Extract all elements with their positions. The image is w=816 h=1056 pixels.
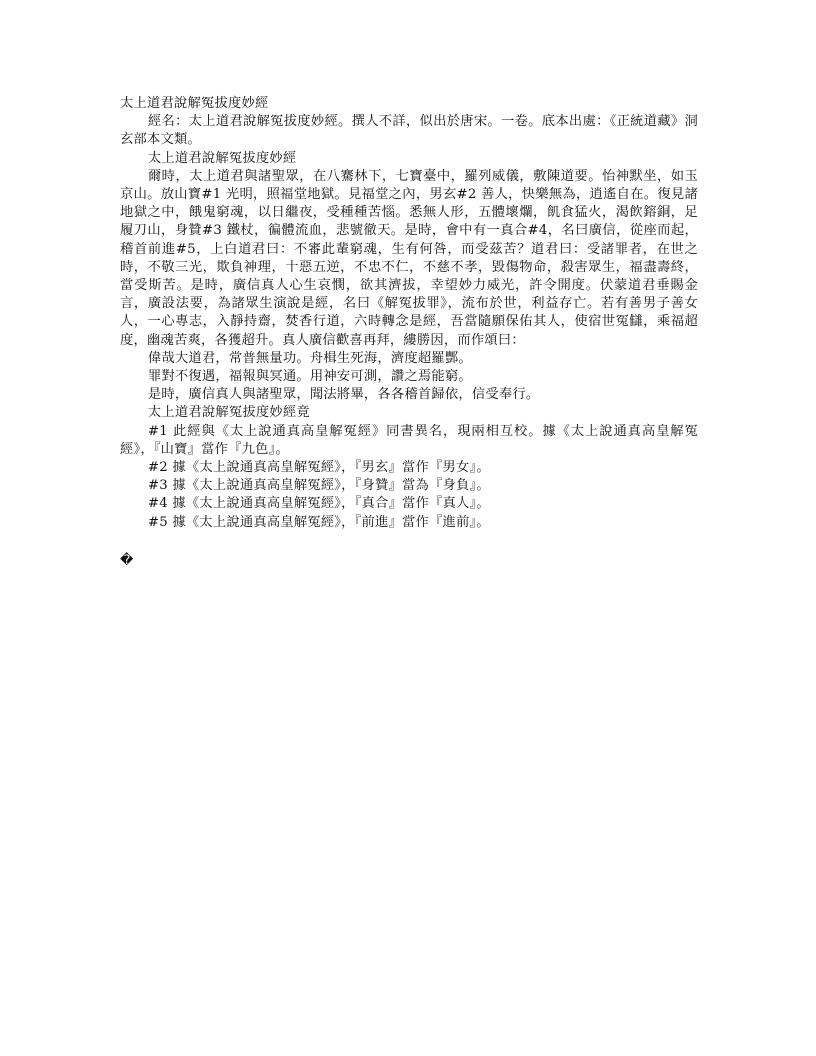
- footnote-5: #5 據《太上說通真高皇解冤經》，『前進』當作『進前』。: [147, 514, 490, 530]
- footnote-3: #3 據《太上說通真高皇解冤經》，『身贊』當為『身負』。: [147, 478, 490, 494]
- inner-title: 太上道君說解冤拔度妙經: [147, 150, 297, 166]
- verse-line: 罪對不復遇，福報與冥通。用神安可測，讚之焉能窮。: [147, 369, 472, 385]
- end-title: 太上道君說解冤拔度妙經竟: [147, 405, 310, 421]
- document-page: [120, 95, 698, 570]
- document-title: 太上道君說解冤拔度妙經: [120, 96, 269, 111]
- footnote-1: #1 此經與《太上說通真高皇解冤經》同書異名，現兩相互校。據《太上說通真高皇解冤經》，『山寶』當作『九色』。: [120, 423, 698, 457]
- metadata-paragraph: 經名：太上道君說解冤拔度妙經。撰人不詳，似出於唐宋。一卷。底本出處：《正統道藏》洞玄部本文類。: [120, 114, 698, 148]
- verse-line: 偉哉大道君，常普無量功。舟楫生死海，濟度超羅酆。: [147, 350, 472, 366]
- footnote-2: #2 據《太上說通真高皇解冤經》，『男玄』當作『男女』。: [147, 460, 490, 476]
- replacement-char-icon: �: [120, 552, 134, 568]
- spacer: [120, 532, 698, 550]
- footnote-4: #4 據《太上說通真高皇解冤經》，『真合』當作『真人』。: [147, 496, 490, 512]
- closing-paragraph: 是時，廣信真人與諸聖眾，聞法將畢，各各稽首歸依，信受奉行。: [147, 387, 540, 403]
- body-paragraph: 爾時，太上道君與諸聖眾，在八騫林下，七寶臺中，羅列威儀，敷陳道要。怡神默坐，如玉京山。放山寶#1 光明，照福堂地獄。見福堂之內，男玄#2 善人，快樂無為，逍遙自在。復見諸地獄之中，餓鬼窮魂，以日繼夜，受種種苦惱。悉無人形，五體壞爛，飢食猛火，渴飲鎔銅，足履刀山，身贊#3 鐵杖，徧體流血，悲號徹天。是時，會中有一真合#4，名曰廣信，從座而起，稽首前進#5，上白道君曰：不審此輩窮魂，生有何咎，而受茲苦？道君曰：受諸罪者，在世之時，不敬三光，欺負神理，十惡五逆，不忠不仁，不慈不孝，毀傷物命，殺害眾生，福盡壽終，當受斯苦。是時，廣信真人心生哀憫，欲其濟拔，幸望妙力威光，許令開度。伏蒙道君垂賜金言，廣設法要，為諸眾生演說是經，名曰《解冤拔罪》，流布於世，利益存亡。若有善男子善女人，一心專志，入靜持齋，焚香行道，六時轉念是經，吾當隨願保佑其人，使宿世冤讎，乘福超度，幽魂苦爽，各獲超升。真人廣信歡喜再拜，縷勝因，而作頌曰：: [120, 168, 698, 348]
